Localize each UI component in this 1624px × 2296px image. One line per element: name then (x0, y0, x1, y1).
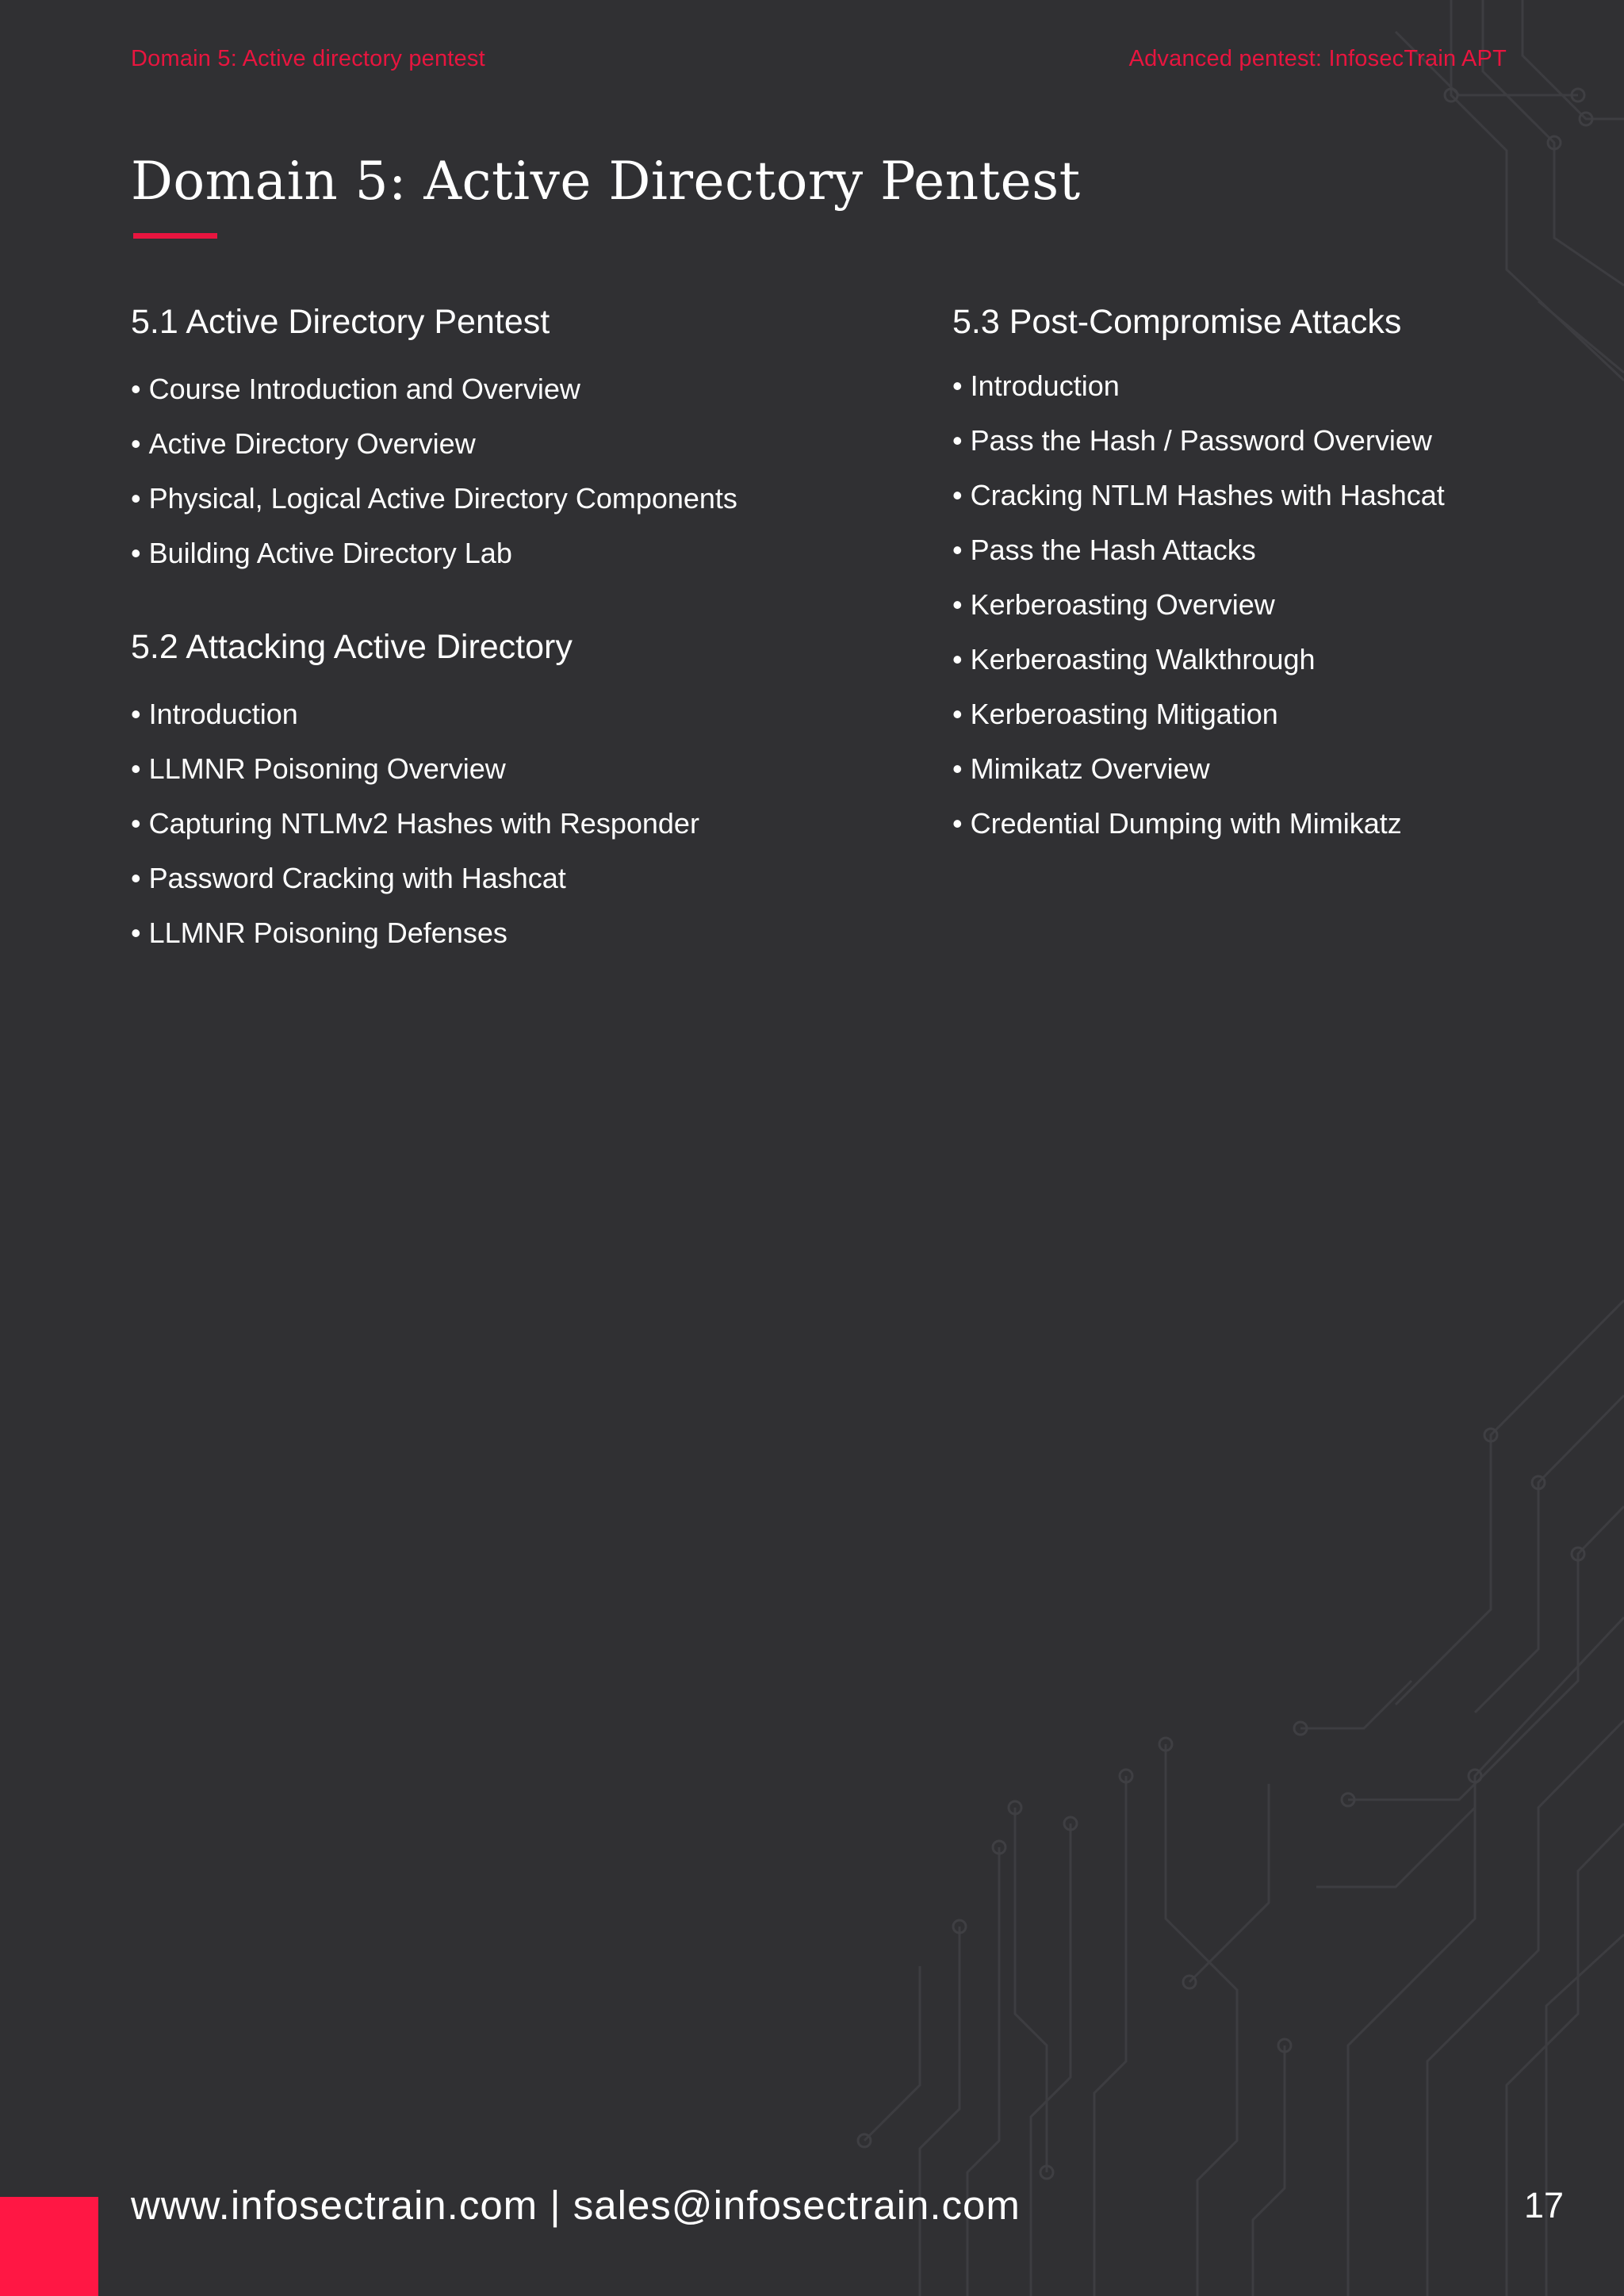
section-5-3 (952, 300, 1624, 851)
list-item: • Kerberoasting Overview (952, 577, 1624, 632)
list-item: • Cracking NTLM Hashes with Hashcat (952, 468, 1624, 522)
list-item: • Physical, Logical Active Directory Components (131, 471, 813, 526)
list-item: • Credential Dumping with Mimikatz (952, 796, 1624, 851)
list-item: • Course Introduction and Overview (131, 362, 813, 416)
topic-list (131, 687, 813, 960)
footer-contact: www.infosectrain.com | sales@infosectrain.com (131, 2183, 1021, 2228)
list-item: • Pass the Hash Attacks (952, 522, 1624, 577)
topic-list (131, 362, 813, 580)
list-item: • Pass the Hash / Password Overview (952, 413, 1624, 468)
page-number: 17 (1523, 2185, 1564, 2225)
section-heading: 5.3 Post-Compromise Attacks (952, 303, 1402, 341)
list-item: • Kerberoasting Mitigation (952, 687, 1624, 741)
section-heading: 5.2 Attacking Active Directory (131, 628, 573, 666)
list-item: • Building Active Directory Lab (131, 526, 813, 580)
section-heading: 5.1 Active Directory Pentest (131, 303, 550, 341)
footer-accent-square (0, 2197, 98, 2296)
right-column (952, 300, 1624, 851)
list-item: • Kerberoasting Walkthrough (952, 632, 1624, 687)
list-item: • Password Cracking with Hashcat (131, 851, 813, 905)
list-item: • Introduction (952, 358, 1624, 413)
list-item: • Capturing NTLMv2 Hashes with Responder (131, 796, 813, 851)
running-header-right: Advanced pentest: InfosecTrain APT (1128, 46, 1507, 71)
page-title: Domain 5: Active Directory Pentest (131, 151, 1081, 212)
list-item: • LLMNR Poisoning Overview (131, 741, 813, 796)
topic-list (952, 358, 1624, 851)
list-item: • Mimikatz Overview (952, 741, 1624, 796)
list-item: • Introduction (131, 687, 813, 741)
section-5-1 (131, 300, 813, 580)
running-header-left: Domain 5: Active directory pentest (131, 46, 485, 71)
left-column (131, 300, 813, 960)
title-underline (133, 233, 217, 239)
list-item: • Active Directory Overview (131, 416, 813, 471)
list-item: • LLMNR Poisoning Defenses (131, 905, 813, 960)
section-5-2 (131, 625, 813, 960)
